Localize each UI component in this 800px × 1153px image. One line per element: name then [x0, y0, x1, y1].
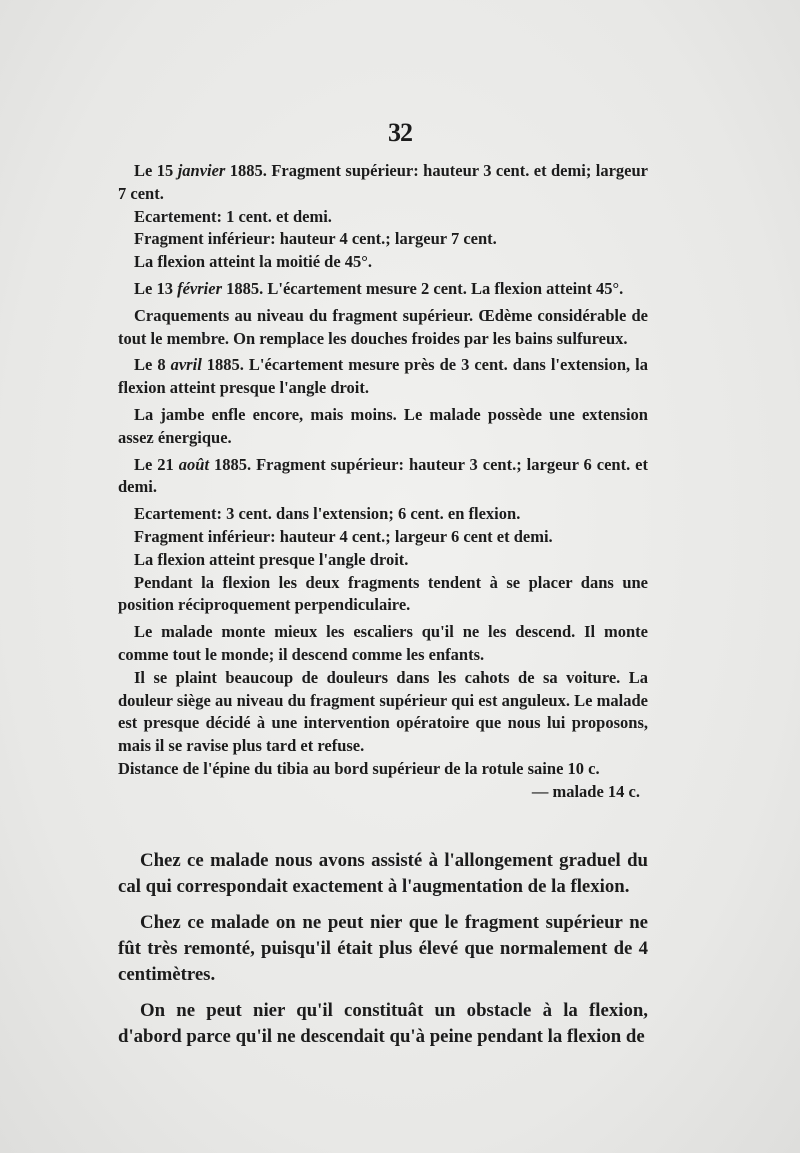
note-paragraph: Craquements au niveau du fragment supérieur. Œdème considérable de tout le membre. On remplace les douches froides par les bains sulfureux.	[118, 305, 648, 348]
case-notes	[118, 160, 648, 804]
note-paragraph: Le 8 avril 1885. L'écartement mesure près de 3 cent. dans l'extension, la flexion atteint presque l'angle droit.	[118, 355, 648, 398]
date-month: janvier	[177, 161, 226, 180]
note-paragraph: Ecartement: 1 cent. et demi.	[134, 206, 332, 226]
note-paragraph: Le 13 février 1885. L'écartement mesure 2 cent. La flexion atteint 45°.	[134, 278, 624, 298]
note-paragraph: Le 15 janvier 1885. Fragment supérieur: hauteur 3 cent. et demi; largeur 7 cent.	[118, 161, 648, 203]
note-paragraph: Fragment inférieur: hauteur 4 cent.; largeur 6 cent et demi.	[134, 526, 553, 546]
note-paragraph: Le malade monte mieux les escaliers qu'il ne les descend. Il monte comme tout le monde; il descend comme les enfants.	[118, 622, 648, 664]
note-paragraph: Ecartement: 3 cent. dans l'extension; 6 cent. en flexion.	[134, 504, 521, 524]
note-paragraph: Fragment inférieur: hauteur 4 cent.; largeur 7 cent.	[134, 229, 497, 249]
commentary-paragraph: Chez ce malade on ne peut nier que le fragment supérieur ne fût très remonté, puisqu'il était plus élevé que normalement de 4 centimètres.	[118, 912, 648, 985]
commentary-paragraph: On ne peut nier qu'il constituât un obstacle à la flexion, d'abord parce qu'il ne descendait qu'à peine pendant la flexion de	[118, 1000, 648, 1047]
distance-line: Distance de l'épine du tibia au bord supérieur de la rotule saine 10 c.	[118, 758, 600, 778]
date-month: février	[177, 278, 222, 298]
commentary	[118, 848, 648, 1050]
note-paragraph: La flexion atteint presque l'angle droit.	[134, 549, 409, 569]
note-paragraph: La flexion atteint la moitié de 45°.	[134, 252, 373, 272]
note-paragraph: Pendant la flexion les deux fragments tendent à se placer dans une position réciproquement perpendiculaire.	[118, 572, 648, 615]
page-number: 32	[388, 118, 412, 147]
distance-line-malade: — malade 14 c.	[531, 781, 640, 801]
note-paragraph: Il se plaint beaucoup de douleurs dans les cahots de sa voiture. La douleur siège au niveau du fragment supérieur qui est anguleux. Le malade est presque décidé à une intervention opératoire que nous lui proposons, mais il se ravise plus tard et refuse.	[118, 667, 648, 756]
commentary-paragraph: Chez ce malade nous avons assisté à l'allongement graduel du cal qui correspondait exactement à l'augmentation de la flexion.	[118, 850, 648, 897]
note-paragraph: Le 21 août 1885. Fragment supérieur: hauteur 3 cent.; largeur 6 cent. et demi.	[118, 454, 648, 497]
date-month: août	[178, 454, 210, 474]
date-month: avril	[170, 355, 202, 375]
note-paragraph: La jambe enfle encore, mais moins. Le malade possède une extension assez énergique.	[118, 404, 648, 447]
